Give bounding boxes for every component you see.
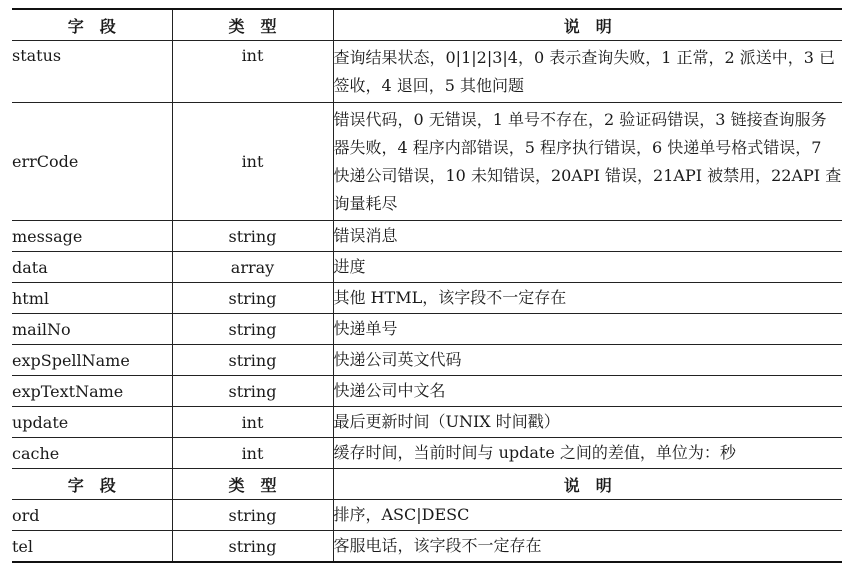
field-description: 错误消息 (333, 221, 842, 252)
field-description: 最后更新时间（UNIX 时间戳） (333, 407, 842, 438)
table-row (12, 438, 842, 469)
field-description: 查询结果状态，0|1|2|3|4，0 表示查询失败，1 正常，2 派送中，3 已签收，4 退回，5 其他问题 (333, 41, 842, 103)
header-type: 类 型 (172, 9, 333, 41)
table-row (12, 345, 842, 376)
table-row (12, 252, 842, 283)
field-description: 快递公司英文代码 (333, 345, 842, 376)
field-type: int (172, 41, 333, 103)
field-description: 排序，ASC|DESC (333, 500, 842, 531)
field-description: 错误代码，0 无错误，1 单号不存在，2 验证码错误，3 链接查询服务器失败，4 程序内部错误，5 程序执行错误，6 快递单号格式错误，7 快递公司错误，10 未知错误，20API 错误，21API 被禁用，22API 查询量耗尽 (333, 103, 842, 221)
field-description: 进度 (333, 252, 842, 283)
field-name: ord (12, 500, 172, 531)
header-description: 说 明 (333, 469, 842, 500)
field-table (12, 8, 842, 563)
table-row (12, 103, 842, 221)
field-type: int (172, 103, 333, 221)
field-name: message (12, 221, 172, 252)
field-name: mailNo (12, 314, 172, 345)
field-type: int (172, 407, 333, 438)
field-type: array (172, 252, 333, 283)
field-description: 快递单号 (333, 314, 842, 345)
field-name: html (12, 283, 172, 314)
field-name: update (12, 407, 172, 438)
field-name: expSpellName (12, 345, 172, 376)
table-row (12, 283, 842, 314)
table-row (12, 41, 842, 103)
field-name: tel (12, 531, 172, 563)
field-description: 缓存时间，当前时间与 update 之间的差值，单位为：秒 (333, 438, 842, 469)
table-row (12, 500, 842, 531)
header-field: 字 段 (12, 469, 172, 500)
header-type: 类 型 (172, 469, 333, 500)
table-row (12, 407, 842, 438)
table-row (12, 531, 842, 563)
field-description: 客服电话，该字段不一定存在 (333, 531, 842, 563)
table-header-row (12, 469, 842, 500)
field-name: status (12, 41, 172, 103)
header-field: 字 段 (12, 9, 172, 41)
field-type: int (172, 438, 333, 469)
field-name: errCode (12, 103, 172, 221)
field-type: string (172, 314, 333, 345)
table-row (12, 221, 842, 252)
field-type: string (172, 345, 333, 376)
field-description: 快递公司中文名 (333, 376, 842, 407)
header-description: 说 明 (333, 9, 842, 41)
field-type: string (172, 376, 333, 407)
field-name: data (12, 252, 172, 283)
field-type: string (172, 283, 333, 314)
table-row (12, 314, 842, 345)
field-type: string (172, 531, 333, 563)
field-type: string (172, 500, 333, 531)
field-description: 其他 HTML，该字段不一定存在 (333, 283, 842, 314)
field-type: string (172, 221, 333, 252)
field-name: cache (12, 438, 172, 469)
field-name: expTextName (12, 376, 172, 407)
table-row (12, 376, 842, 407)
table-header-row (12, 9, 842, 41)
